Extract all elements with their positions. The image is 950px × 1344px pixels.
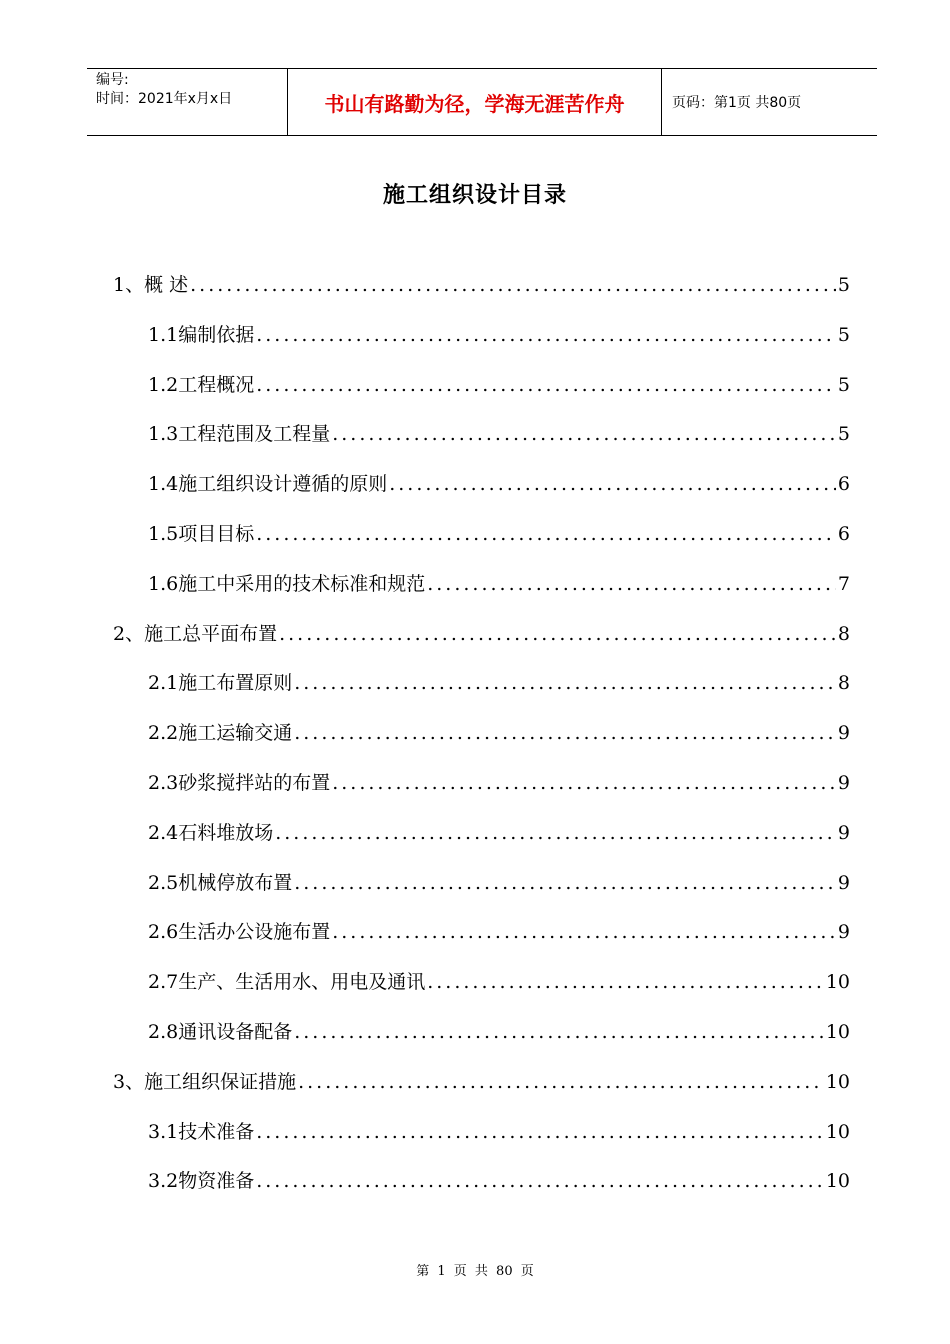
toc-entry[interactable]	[148, 818, 850, 848]
toc-entry-page: 5	[837, 323, 850, 346]
toc-entry-label: 3、施工组织保证措施	[113, 1070, 297, 1093]
toc-entry[interactable]	[148, 917, 850, 947]
toc-entry-page: 8	[837, 672, 850, 695]
toc-entry[interactable]	[148, 419, 850, 449]
toc-entry-page: 9	[837, 772, 850, 794]
toc-entry-label: 2.4石料堆放场	[148, 821, 274, 844]
toc-entry-page: 9	[837, 821, 850, 844]
toc-leader-dots	[330, 921, 836, 943]
toc-entry[interactable]	[148, 768, 850, 798]
header-page-info: 页码：第1页 共80页	[672, 95, 802, 111]
toc-entry-label: 1.5项目目标	[148, 523, 255, 545]
document-number-label: 编号:	[96, 72, 129, 88]
header-motto: 书山有路勤为径，学海无涯苦作舟	[324, 91, 625, 116]
toc-entry-label: 1.3工程范围及工程量	[148, 423, 331, 446]
toc-entry[interactable]	[148, 967, 850, 997]
toc-entry[interactable]	[148, 718, 850, 748]
toc-leader-dots	[254, 324, 836, 346]
toc-leader-dots	[292, 722, 836, 744]
toc-entry-label: 1.1编制依据	[148, 323, 255, 346]
toc-entry-label: 3.2物资准备	[148, 1170, 255, 1193]
toc-entry-page: 9	[837, 871, 850, 894]
header-motto-cell	[288, 69, 662, 135]
toc-entry[interactable]	[148, 1166, 850, 1196]
toc-leader-dots	[188, 274, 836, 296]
toc-entry-label: 1.4施工组织设计遵循的原则	[148, 473, 388, 496]
toc-entry-label: 2.7生产、生活用水、用电及通讯	[148, 971, 426, 994]
toc-entry-page: 10	[825, 1170, 850, 1193]
toc-entry[interactable]	[113, 270, 850, 300]
toc-entry-page: 7	[837, 572, 850, 595]
toc-entry-page: 5	[837, 423, 850, 446]
toc-entry-page: 6	[837, 523, 850, 545]
toc-entry-page: 6	[837, 473, 850, 496]
toc-leader-dots	[254, 1170, 824, 1192]
toc-entry[interactable]	[148, 868, 850, 898]
toc-leader-dots	[296, 1071, 824, 1093]
toc-entry-page: 5	[837, 274, 850, 296]
toc-entry[interactable]	[113, 1067, 850, 1097]
toc-leader-dots	[254, 523, 836, 545]
toc-entry-page: 9	[837, 722, 850, 745]
toc-entry-label: 1.6施工中采用的技术标准和规范	[148, 572, 426, 595]
toc-leader-dots	[330, 423, 836, 445]
toc-entry-page: 10	[825, 971, 850, 994]
toc-leader-dots	[273, 822, 836, 844]
toc-leader-dots	[330, 772, 836, 794]
toc-entry-label: 2、施工总平面布置	[113, 622, 278, 645]
toc-entry[interactable]	[148, 1117, 850, 1147]
toc-entry-label: 1、概 述	[113, 274, 189, 296]
toc-entry-page: 9	[837, 921, 850, 944]
toc-leader-dots	[292, 672, 836, 694]
toc-entry-label: 2.6生活办公设施布置	[148, 921, 331, 944]
page-header	[87, 68, 877, 136]
header-page-cell	[662, 69, 877, 135]
toc-entry-label: 2.8通讯设备配备	[148, 1021, 293, 1043]
document-time-label: 时间：2021年x月x日	[96, 91, 233, 107]
toc-entry[interactable]	[148, 469, 850, 499]
toc-leader-dots	[292, 1021, 824, 1043]
toc-entry[interactable]	[148, 519, 850, 549]
toc-leader-dots	[425, 573, 836, 595]
toc-leader-dots	[254, 374, 836, 396]
toc-leader-dots	[292, 872, 836, 894]
toc-entry-page: 10	[825, 1021, 850, 1043]
toc-leader-dots	[277, 623, 836, 645]
toc-leader-dots	[254, 1121, 824, 1143]
header-meta-cell	[87, 69, 288, 135]
toc-entry-page: 8	[837, 622, 850, 645]
toc-entry-label: 2.1施工布置原则	[148, 672, 293, 695]
toc-entry-label: 3.1技术准备	[148, 1120, 255, 1143]
page-footer: 第 1 页 共 80 页	[416, 1264, 534, 1279]
toc-entry[interactable]	[148, 569, 850, 599]
toc-entry-page: 10	[825, 1070, 850, 1093]
document-title: 施工组织设计目录	[382, 183, 567, 208]
toc-entry-label: 2.5机械停放布置	[148, 871, 293, 894]
toc-entry[interactable]	[113, 619, 850, 649]
toc-entry-page: 10	[825, 1120, 850, 1143]
toc-entry-label: 2.3砂浆搅拌站的布置	[148, 772, 331, 794]
toc-entry[interactable]	[148, 1017, 850, 1047]
toc-entry[interactable]	[148, 370, 850, 400]
toc-entry[interactable]	[148, 320, 850, 350]
toc-entry-label: 2.2施工运输交通	[148, 722, 293, 745]
toc-leader-dots	[425, 971, 824, 993]
toc-entry-page: 5	[837, 373, 850, 396]
toc-leader-dots	[387, 473, 836, 495]
toc-entry-label: 1.2工程概况	[148, 373, 255, 396]
toc-entry[interactable]	[148, 668, 850, 698]
